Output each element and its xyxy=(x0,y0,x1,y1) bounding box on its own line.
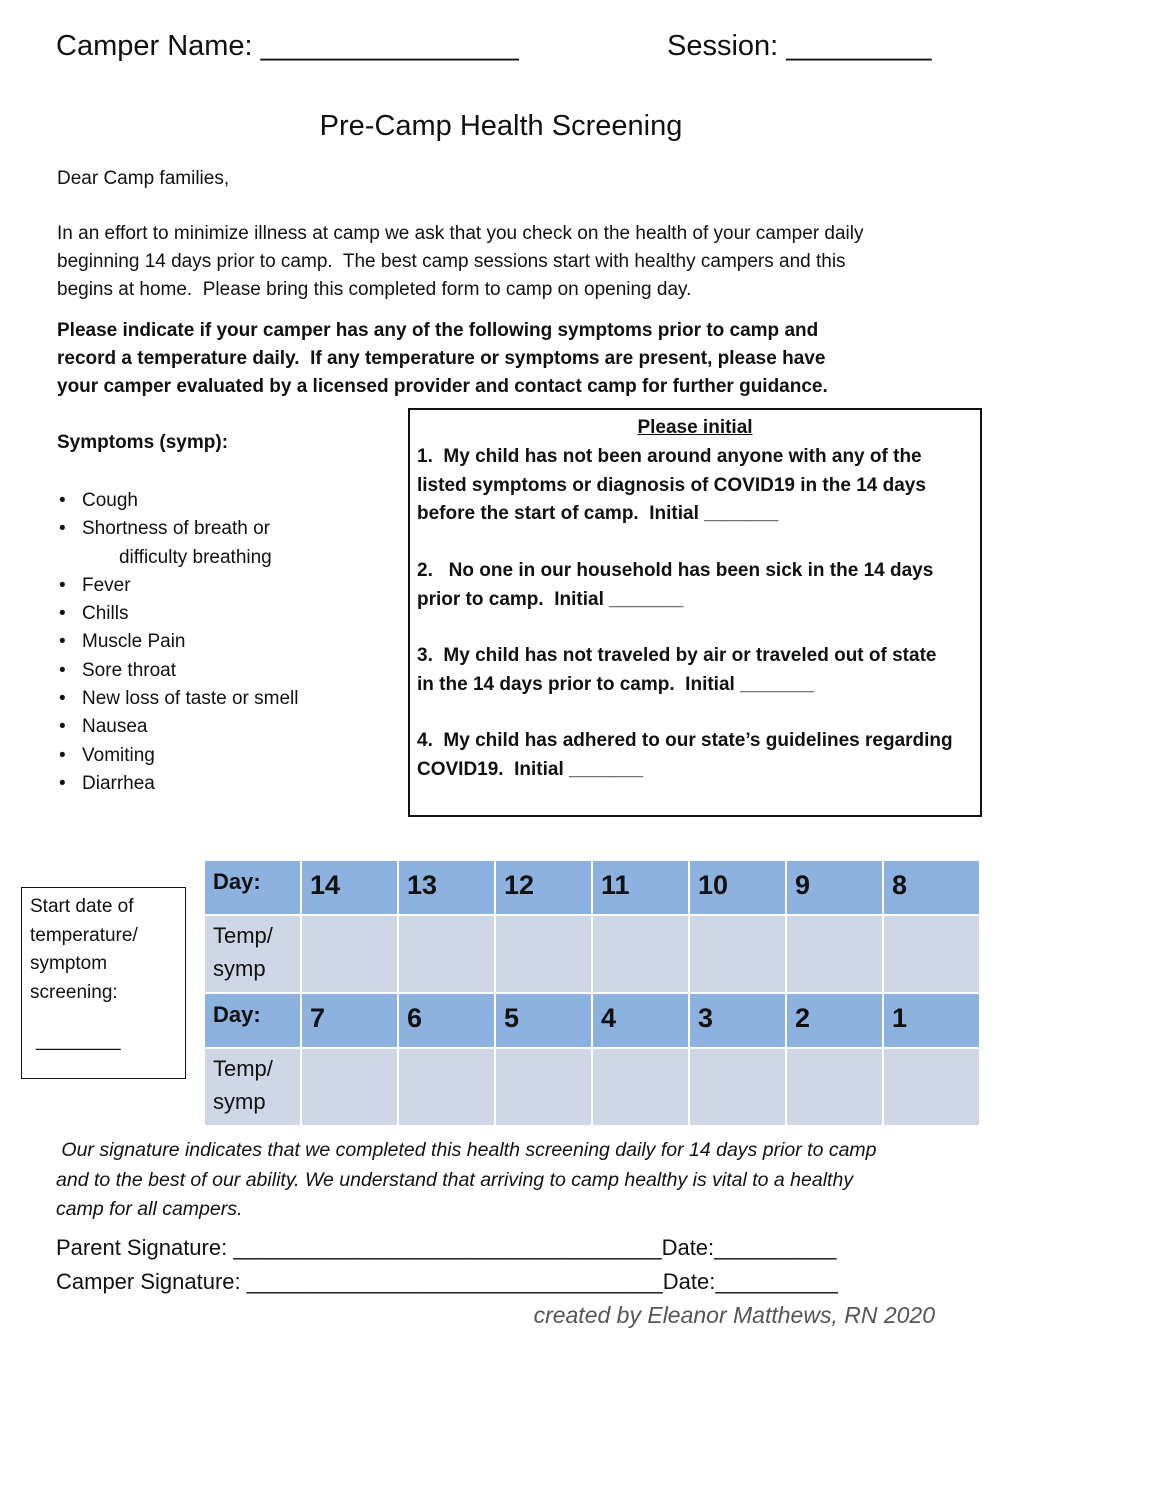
symptom-item: • Fever xyxy=(57,572,298,600)
symptoms-heading: Symptoms (symp): xyxy=(57,432,229,453)
temp-cell[interactable] xyxy=(786,1048,883,1126)
day-number: 2 xyxy=(786,993,883,1048)
statement-2[interactable]: 2. No one in our household has been sick in the 14 days prior to camp. Initial _______ xyxy=(417,560,934,610)
temp-cell[interactable] xyxy=(398,915,495,993)
temp-cell[interactable] xyxy=(592,1048,689,1126)
session-field[interactable]: Session: _________ xyxy=(667,30,932,62)
camper-signature-line[interactable]: Camper Signature: __________________________________Date:__________ xyxy=(56,1269,838,1294)
day-number: 9 xyxy=(786,860,883,915)
day-number: 12 xyxy=(495,860,592,915)
day-number: 13 xyxy=(398,860,495,915)
day-number: 11 xyxy=(592,860,689,915)
symptom-item: • Vomiting xyxy=(57,742,298,770)
symptom-item: • Cough xyxy=(57,487,298,515)
symptom-item: • Sore throat xyxy=(57,657,298,685)
day-number: 14 xyxy=(301,860,398,915)
day-label: Day: xyxy=(204,860,301,915)
symptom-item: • Nausea xyxy=(57,713,298,741)
greeting: Dear Camp families, xyxy=(57,168,230,189)
temp-cell[interactable] xyxy=(689,915,786,993)
day-number: 4 xyxy=(592,993,689,1048)
temp-cell[interactable] xyxy=(689,1048,786,1126)
temp-cell[interactable] xyxy=(495,1048,592,1126)
temp-row xyxy=(204,915,980,993)
start-date-label: Start date of temperature/ symptom screening: xyxy=(30,896,138,1003)
temp-cell[interactable] xyxy=(495,915,592,993)
statement-1[interactable]: 1. My child has not been around anyone with any of the listed symptoms or diagnosis of COVID19 in the 14 days before the start of camp. Initial _______ xyxy=(417,446,926,524)
day-row xyxy=(204,860,980,915)
temp-label: Temp/ symp xyxy=(204,915,301,993)
symptom-item: • Shortness of breath or difficulty breathing xyxy=(57,515,298,572)
initial-box-title: Please initial xyxy=(637,417,753,438)
parent-signature-line[interactable]: Parent Signature: ___________________________________Date:__________ xyxy=(56,1235,837,1260)
temp-cell[interactable] xyxy=(398,1048,495,1126)
credit-text: created by Eleanor Matthews, RN 2020 xyxy=(533,1302,935,1328)
statement-4[interactable]: 4. My child has adhered to our state’s guidelines regarding COVID19. Initial _______ xyxy=(417,730,953,780)
symptom-item: • Diarrhea xyxy=(57,770,298,798)
temp-cell[interactable] xyxy=(301,1048,398,1126)
temp-row xyxy=(204,1048,980,1126)
day-number: 6 xyxy=(398,993,495,1048)
screening-table xyxy=(203,859,981,1127)
day-number: 3 xyxy=(689,993,786,1048)
temp-cell[interactable] xyxy=(786,915,883,993)
start-date-field[interactable]: ________ xyxy=(36,1030,121,1051)
start-date-box xyxy=(21,887,186,1079)
day-number: 1 xyxy=(883,993,980,1048)
temp-cell[interactable] xyxy=(301,915,398,993)
symptom-item: • Chills xyxy=(57,600,298,628)
symptom-item: • New loss of taste or smell xyxy=(57,685,298,713)
initial-box xyxy=(408,408,982,817)
attestation-text: Our signature indicates that we completed this health screening daily for 14 days prior to camp and to the best of our ability. We understand that arriving to camp healthy is vital to a healthy camp for all campers. xyxy=(56,1139,877,1220)
day-number: 10 xyxy=(689,860,786,915)
temp-cell[interactable] xyxy=(883,1048,980,1126)
camper-name-field[interactable]: Camper Name: ________________ xyxy=(56,30,519,62)
day-number: 5 xyxy=(495,993,592,1048)
symptom-list xyxy=(57,487,298,798)
intro-paragraph: In an effort to minimize illness at camp we ask that you check on the health of your camper daily beginning 14 days prior to camp. The best camp sessions start with healthy campers and this begins at home. Please bring this completed form to camp on opening day. xyxy=(57,223,864,300)
instructions-paragraph: Please indicate if your camper has any of the following symptoms prior to camp and record a temperature daily. If any temperature or symptoms are present, please have your camper evaluated by a licensed provider and contact camp for further guidance. xyxy=(57,320,828,397)
day-label: Day: xyxy=(204,993,301,1048)
day-number: 7 xyxy=(301,993,398,1048)
temp-cell[interactable] xyxy=(592,915,689,993)
statement-3[interactable]: 3. My child has not traveled by air or traveled out of state in the 14 days prior to camp. Initial _______ xyxy=(417,645,937,695)
temp-cell[interactable] xyxy=(883,915,980,993)
day-number: 8 xyxy=(883,860,980,915)
day-row xyxy=(204,993,980,1048)
temp-label: Temp/ symp xyxy=(204,1048,301,1126)
page-title: Pre-Camp Health Screening xyxy=(319,110,683,142)
symptom-item: • Muscle Pain xyxy=(57,628,298,656)
